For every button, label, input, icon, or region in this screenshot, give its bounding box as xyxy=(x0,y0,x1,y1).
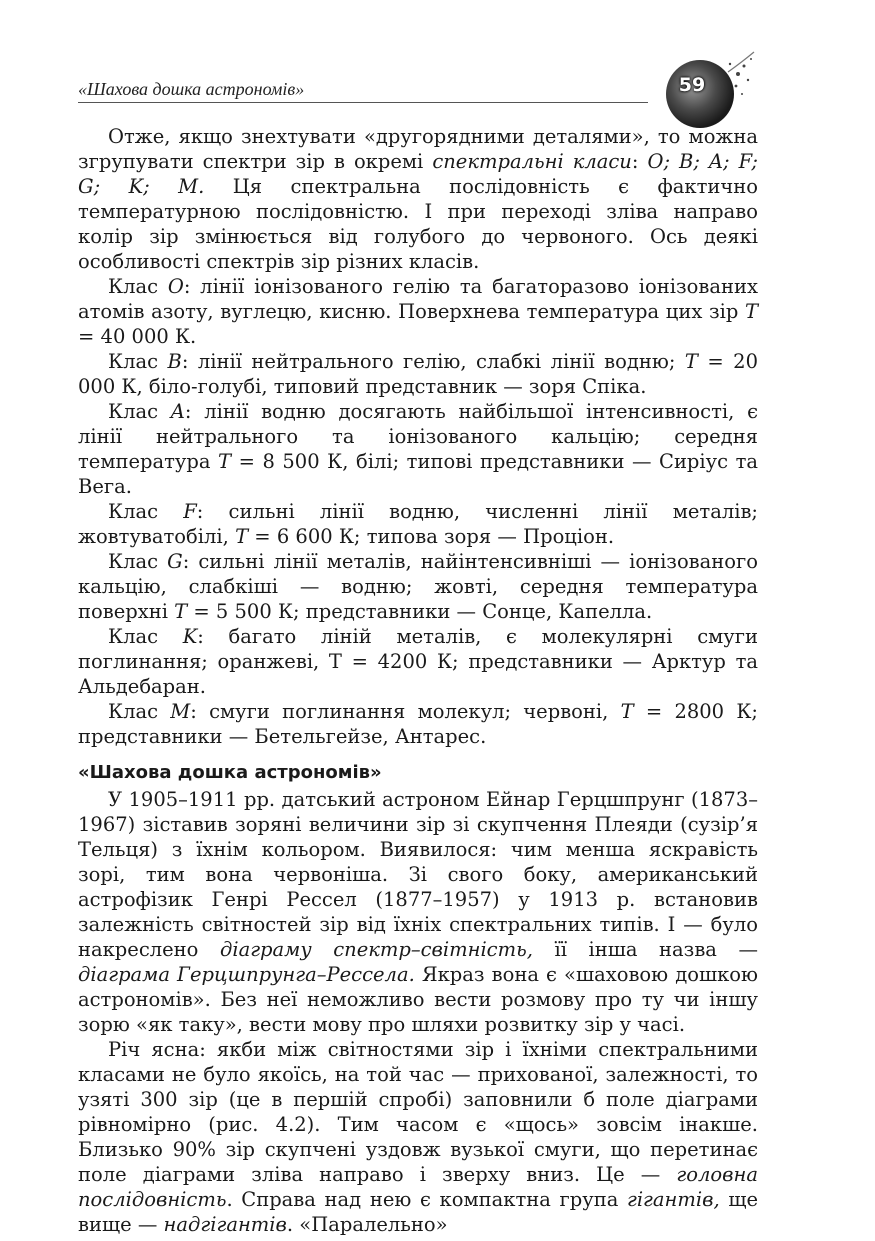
paragraph-class-m: Клас M: смуги поглинання молекул; червоні, T = 2800 К; представники — Бетельгейзе, Антарес. xyxy=(78,700,758,748)
running-title: «Шахова дошка астрономів» xyxy=(78,79,305,99)
paragraph-class-b: Клас B: лінії нейтрального гелію, слабкі лінії водню; T = 20 000 К, біло-голубі, типовий представник — зоря Спіка. xyxy=(78,350,758,398)
paragraph-class-a: Клас A: лінії водню досягають найбільшої інтенсивності, є лінії нейтрального та іонізованого кальцію; середня температура T = 8 500 К, білі; типові представники — Сиріус та Вега. xyxy=(78,400,758,498)
paragraph-class-g: Клас G: сильні лінії металів, найінтенсивніші — іонізованого кальцію, слабкіші — водню; жовті, середня температура поверхні T = 5 500 К; представники — Сонце, Капелла. xyxy=(78,550,758,623)
paragraph-spectral-classes: Отже, якщо знехтувати «другорядними деталями», то можна згрупувати спектри зір в окремі спектральні класи: O; B; A; F; G; K; M. Ця спектральна послідовність є фактично температурною послідовністю. І при переході зліва направо колір зір змінюється від голубого до червоного. Ось деякі особливості спектрів зір різних класів. xyxy=(78,125,758,273)
section-heading: «Шахова дошка астрономів» xyxy=(78,762,382,783)
paragraph-class-k: Клас K: багато ліній металів, є молекулярні смуги поглинання; оранжеві, Т = 4200 К; представники — Арктур та Альдебаран. xyxy=(78,625,758,698)
paragraph-main-sequence: Річ ясна: якби між світностями зір і їхніми спектральними класами не було якоїсь, на той час — прихованої, залежності, то узяті 300 зір (це в першій спробі) заповнили б поле діаграми рівномірно (рис. 4.2). Тим часом є «щось» зовсім інакше. Близько 90% зір скупчені уздовж вузької смуги, що перетинає поле діаграми зліва направо і зверху вниз. Це — головна послідовність. Справа над нею є компактна група гігантів, ще вище — надгігантів. «Паралельно» xyxy=(78,1038,758,1236)
paragraph-hertzsprung-russell: У 1905–1911 рр. датський астроном Ейнар Герцшпрунг (1873–1967) зіставив зоряні величини зір зі скупчення Плеяди (сузір’я Тельця) з їхнім кольором. Виявилося: чим менша яскравість зорі, тим вона червоніша. Зі свого боку, американський астрофізик Генрі Рессел (1877–1957) у 1913 р. встановив залежність світностей зір від їхніх спектральних типів. І — було накреслено діаграму спектр–світність, її інша назва — діаграма Герцшпрунга–Рессела. Якраз вона є «шаховою дошкою астрономів». Без неї неможливо вести розмову про ту чи іншу зорю «як таку», вести мову про шляхи розвитку зір у часі. xyxy=(78,788,758,1036)
paragraph-class-o: Клас O: лінії іонізованого гелію та багаторазово іонізованих атомів азоту, вуглецю, кисню. Поверхнева температура цих зір T = 40 000 К. xyxy=(78,275,758,348)
paragraph-class-f: Клас F: сильні лінії водню, численні лінії металів; жовтуватобілі, T = 6 600 К; типова зоря — Проціон. xyxy=(78,500,759,548)
page-content xyxy=(78,124,758,1237)
page-number: 59 xyxy=(678,74,706,96)
running-header xyxy=(78,78,648,103)
